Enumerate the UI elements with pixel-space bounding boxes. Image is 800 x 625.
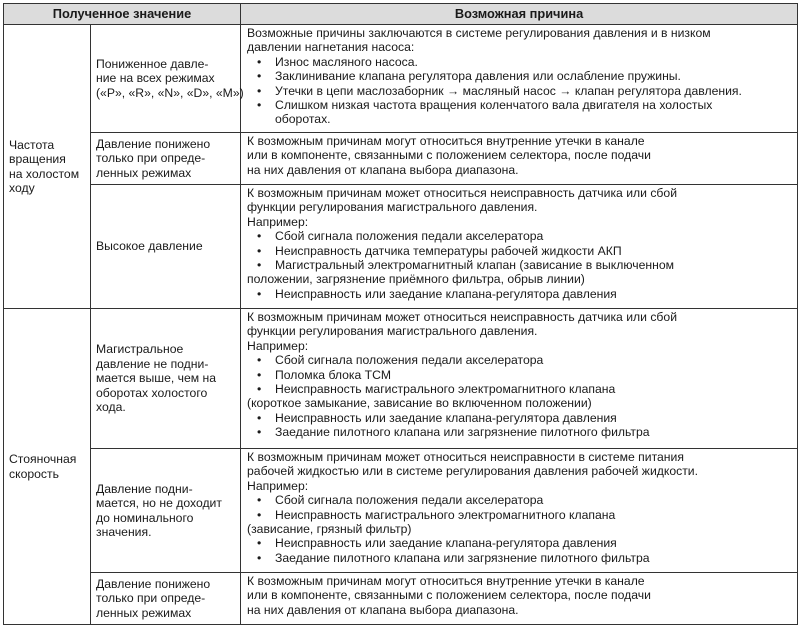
mode-cell-idle bbox=[4, 25, 91, 309]
table-row bbox=[4, 573, 798, 625]
cause-line: функции регулирования магистрального давления. bbox=[247, 324, 538, 339]
cause-line: функции регулирования магистрального давления. bbox=[247, 200, 538, 215]
cause-cell bbox=[241, 133, 798, 185]
diagnostics-table bbox=[3, 3, 798, 625]
value-line: Пониженное давле- bbox=[96, 56, 209, 71]
value-cell bbox=[91, 133, 241, 185]
value-line: («P», «R», «N», «D», «M») bbox=[96, 85, 244, 100]
mode-cell-parking bbox=[4, 309, 91, 625]
value-line: до номинального bbox=[96, 510, 194, 525]
value-line: мается выше, чем на bbox=[96, 371, 217, 386]
value-line: только при опреде- bbox=[96, 591, 206, 606]
cause-cell bbox=[241, 309, 798, 449]
cause-bullet: • Магистральный электромагнитный клапан (зависание в выключенном bbox=[247, 258, 791, 272]
header-obtained-value: Полученное значение bbox=[4, 4, 241, 25]
value-line: Высокое давление bbox=[96, 239, 203, 254]
cause-line: К возможным причинам может относиться неисправности в системе питания bbox=[247, 450, 684, 464]
cause-cell bbox=[241, 449, 798, 573]
cause-bullet: • Поломка блока TCM bbox=[247, 368, 791, 382]
cause-bullet: • Неисправность магистрального электромагнитного клапана bbox=[247, 382, 791, 396]
cause-line: К возможным причинам может относиться неисправность датчика или сбой bbox=[247, 186, 677, 200]
table-row bbox=[4, 185, 798, 309]
value-line: Давление понижено bbox=[96, 136, 211, 151]
cause-line: на них давления от клапана выбора диапазона. bbox=[247, 162, 519, 177]
table-header-row bbox=[4, 4, 798, 25]
cause-bullet: • Сбой сигнала положения педали акселератора bbox=[247, 229, 791, 243]
cause-bullet: • Износ масляного насоса. bbox=[247, 55, 791, 69]
value-line: только при опреде- bbox=[96, 151, 206, 166]
cause-bullet: • Заедание пилотного клапана или загрязнение пилотного фильтра bbox=[247, 551, 791, 565]
cause-line: Например: bbox=[247, 478, 309, 493]
cause-bullet-continuation: оборотах. bbox=[275, 112, 331, 127]
mode-line: Частота bbox=[9, 137, 55, 152]
mode-line: ходу bbox=[9, 180, 35, 195]
value-line: ленных режимах bbox=[96, 605, 192, 620]
value-line: мается, но не доходит bbox=[96, 496, 222, 511]
value-line: Давление подни- bbox=[96, 481, 193, 496]
value-line: ленных режимах bbox=[96, 165, 192, 180]
cause-line: (зависание, грязный фильтр) bbox=[247, 522, 412, 537]
cause-cell bbox=[241, 25, 798, 133]
cause-line: К возможным причинам могут относиться внутренние утечки в канале bbox=[247, 134, 645, 148]
value-cell bbox=[91, 449, 241, 573]
value-line: Давление понижено bbox=[96, 576, 211, 591]
header-possible-cause: Возможная причина bbox=[241, 4, 798, 25]
cause-bullet: • Заклинивание клапана регулятора давления или ослабление пружины. bbox=[247, 69, 791, 83]
mode-line: Стояночная bbox=[9, 452, 77, 467]
cause-line: на них давления от клапана выбора диапазона. bbox=[247, 602, 519, 617]
cause-line: (короткое замыкание, зависание во включенном положении) bbox=[247, 396, 592, 411]
mode-line: скорость bbox=[9, 466, 59, 481]
cause-bullet: • Неисправность или заедание клапана-регулятора давления bbox=[247, 536, 791, 550]
cause-line: Например: bbox=[247, 214, 309, 229]
value-line: хода. bbox=[96, 400, 126, 415]
cause-line: К возможным причинам может относиться неисправность датчика или сбой bbox=[247, 310, 677, 324]
cause-line: К возможным причинам могут относиться внутренние утечки в канале bbox=[247, 574, 645, 588]
table-row bbox=[4, 309, 798, 449]
cause-bullet: • Неисправность или заедание клапана-регулятора давления bbox=[247, 287, 791, 301]
value-line: значения. bbox=[96, 524, 152, 539]
value-cell bbox=[91, 25, 244, 133]
value-line: ние на всех режимах bbox=[96, 71, 215, 86]
cause-bullet: • Сбой сигнала положения педали акселератора bbox=[247, 353, 791, 367]
cause-line: рабочей жидкостью или в системе регулирования давления рабочей жидкости. bbox=[247, 464, 698, 479]
cause-cell bbox=[241, 573, 798, 625]
cause-bullet: • Неисправность датчика температуры рабочей жидкости АКП bbox=[247, 244, 791, 258]
cause-line: или в компоненте, связанными с положением селектора, после подачи bbox=[247, 588, 651, 603]
value-cell bbox=[91, 185, 241, 309]
cause-cell bbox=[241, 185, 798, 309]
mode-line: на холостом bbox=[9, 166, 80, 181]
cause-line: давлении нагнетания насоса: bbox=[247, 40, 415, 55]
cause-line: Возможные причины заключаются в системе регулирования давления и в низком bbox=[247, 26, 711, 40]
cause-line: Например: bbox=[247, 338, 309, 353]
cause-line: или в компоненте, связанными с положением селектора, после подачи bbox=[247, 148, 651, 163]
table-row bbox=[4, 133, 798, 185]
cause-bullet: • Слишком низкая частота вращения коленчатого вала двигателя на холостых bbox=[247, 98, 791, 112]
cause-bullet: • Сбой сигнала положения педали акселератора bbox=[247, 493, 791, 507]
value-cell bbox=[91, 573, 241, 625]
value-cell bbox=[91, 309, 241, 449]
table-row bbox=[4, 25, 798, 133]
value-line: Магистральное bbox=[96, 342, 184, 357]
cause-bullet: • Заедание пилотного клапана или загрязнение пилотного фильтра bbox=[247, 425, 791, 439]
cause-bullet: • Утечки в цепи маслозаборник → масляный насос → клапан регулятора давления. bbox=[247, 84, 791, 98]
cause-bullet: • Неисправность магистрального электромагнитного клапана bbox=[247, 508, 791, 522]
value-line: оборотах холостого bbox=[96, 385, 208, 400]
value-line: давление не подни- bbox=[96, 356, 209, 371]
cause-bullet: • Неисправность или заедание клапана-регулятора давления bbox=[247, 411, 791, 425]
table-row bbox=[4, 449, 798, 573]
cause-line: положении, загрязнение приёмного фильтра, обрыв линии) bbox=[247, 272, 585, 287]
page bbox=[3, 3, 797, 619]
mode-line: вращения bbox=[9, 152, 66, 167]
